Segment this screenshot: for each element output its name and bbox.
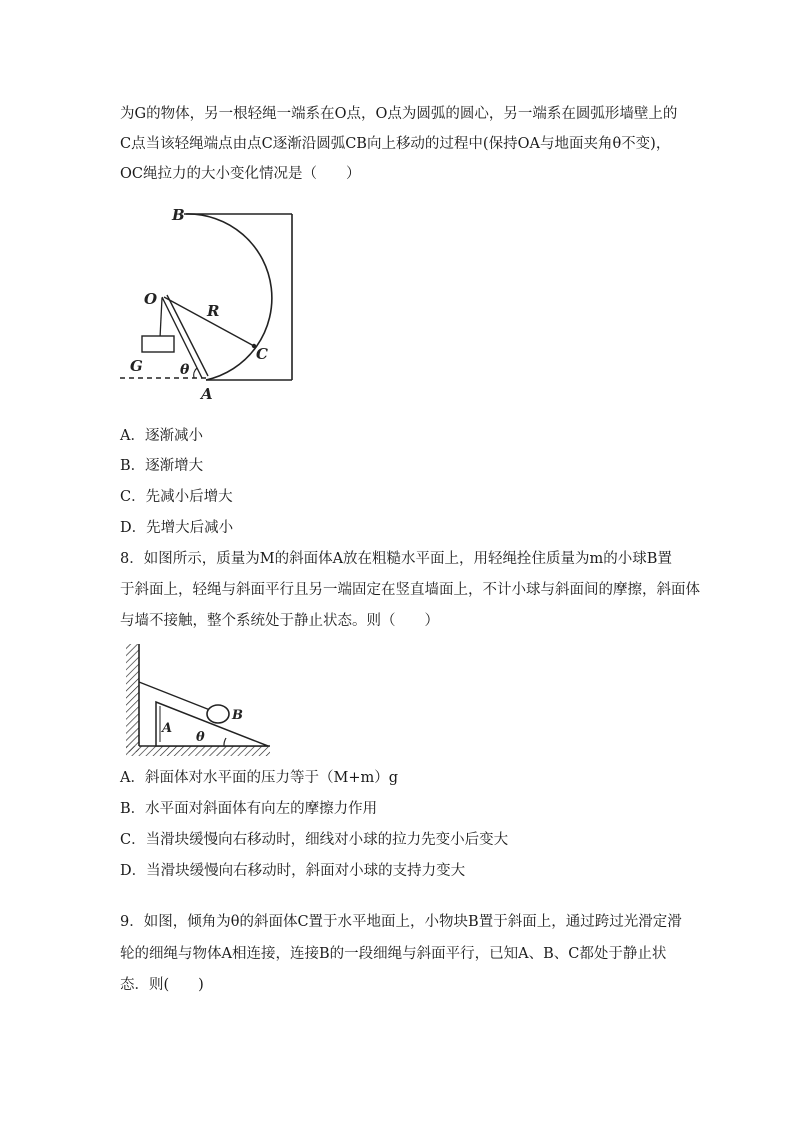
q7-option-b: B．逐渐增大: [120, 458, 204, 474]
q7-label-a: A: [201, 385, 213, 403]
q7-option-d: D．先增大后减小: [120, 520, 234, 536]
q8-ground-hatch: [126, 746, 270, 756]
q8-option-a: A．斜面体对水平面的压力等于（M+m）g: [120, 770, 398, 786]
q7-label-c: C: [256, 345, 268, 363]
q7-option-c: C．先减小后增大: [120, 489, 233, 505]
q8-wall-hatch: [126, 644, 139, 752]
q7-label-b: B: [172, 206, 185, 224]
q8-rope: [139, 682, 210, 710]
q7-rope-g: [160, 298, 162, 338]
q8-label-theta: θ: [196, 730, 205, 745]
q8-option-b: B．水平面对斜面体有向左的摩擦力作用: [120, 801, 378, 817]
q8-label-b: B: [232, 708, 243, 723]
q7-label-theta: θ: [180, 362, 190, 378]
q7-angle-arc: [194, 368, 197, 378]
q8-text-line-3: 与墙不接触，整个系统处于静止状态。则（ ）: [120, 613, 439, 629]
q8-text-line-1: 8．如图所示，质量为M的斜面体A放在粗糙水平面上，用轻绳拴住质量为m的小球B置: [120, 551, 672, 567]
q8-figure: [120, 640, 280, 765]
q8-option-d: D．当滑块缓慢向右移动时，斜面对小球的支持力变大: [120, 863, 466, 879]
q7-text-line-1: 为G的物体，另一根轻绳一端系在O点，O点为圆弧的圆心，另一端系在圆弧形墙壁上的: [120, 106, 678, 122]
q7-label-o: O: [144, 290, 158, 308]
q8-option-c: C．当滑块缓慢向右移动时，细线对小球的拉力先变小后变大: [120, 832, 509, 848]
q9-text-line-3: 态．则( ): [120, 977, 204, 993]
q7-weight-g: [142, 336, 174, 352]
q8-ball-b: [207, 705, 229, 723]
q7-option-a: A．逐渐减小: [120, 428, 203, 444]
q7-text-line-3: OC绳拉力的大小变化情况是（ ）: [120, 166, 361, 182]
q9-text-line-2: 轮的细绳与物体A相连接，连接B的一段细绳与斜面平行，已知A、B、C都处于静止状: [120, 946, 667, 962]
q7-figure: [110, 196, 310, 406]
q8-text-line-2: 于斜面上，轻绳与斜面平行且另一端固定在竖直墙面上，不计小球与斜面间的摩擦，斜面体: [120, 582, 700, 598]
q7-text-line-2: C点当该轻绳端点由点C逐渐沿圆弧CB向上移动的过程中(保持OA与地面夹角θ不变)，: [120, 136, 671, 152]
q9-text-line-1: 9．如图，倾角为θ的斜面体C置于水平地面上，小物块B置于斜面上，通过跨过光滑定滑: [120, 914, 682, 930]
q7-label-g: G: [130, 357, 143, 375]
q7-label-r: R: [207, 302, 220, 320]
q8-label-a: A: [162, 721, 173, 736]
